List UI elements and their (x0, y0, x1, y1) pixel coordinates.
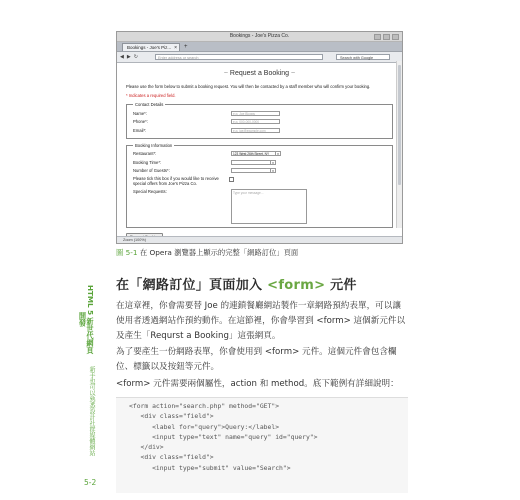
book-side-subtitle: 新手也可以熟悉設計社群媒體網站 (88, 366, 95, 456)
guests-row (133, 167, 386, 176)
window-controls (374, 34, 399, 40)
email-label: Email*: (133, 127, 147, 133)
restaurant-row (133, 150, 386, 159)
code-line: <div class="field"> (129, 453, 214, 462)
booking-legend: Booking Information (135, 142, 173, 148)
guests-select[interactable] (231, 168, 276, 173)
code-line: </div> (129, 443, 164, 452)
tab-label: Bookings - Joe's Piz... (127, 45, 172, 50)
status-bar: Zoom (100%) (117, 236, 402, 243)
paragraph-3: <form> 元件需要兩個屬性，action 和 method。底下範例有詳細說明： (116, 379, 399, 389)
figure-number: 圖 5-1 (116, 248, 138, 257)
search-input[interactable]: Search with Google (336, 54, 390, 60)
phone-label: Phone*: (133, 119, 148, 125)
paragraph-1: 在這章裡，你會需要替 Joe 的連鎖餐廳網站製作一章網路預約表單，可以讓使用者透過網站作預約動作。在這節裡，你會學習到 <form> 這個新元件以及產生「Requrst a Booking」這張網頁。 (116, 301, 406, 341)
page-number: 5-2 (84, 478, 97, 487)
window-titlebar (117, 32, 402, 42)
requests-textarea[interactable]: Type your message... (231, 189, 307, 224)
form-intro: Please use the form below to submit a booking request. You will then be contacted by a staff member who will confirm your booking. (126, 84, 371, 89)
name-row (133, 109, 386, 118)
new-tab-icon[interactable]: + (184, 44, 188, 50)
section-title (116, 274, 357, 293)
scrollbar-thumb[interactable] (398, 65, 401, 185)
chevron-down-icon: ▾ (275, 152, 280, 155)
restaurant-select[interactable] (231, 151, 281, 156)
phone-row (133, 118, 386, 127)
book-side-title: HTML 5 新世代網頁開發 (78, 284, 95, 354)
heading-decoration: ~ (223, 70, 228, 77)
maximize-icon[interactable] (383, 34, 390, 40)
code-line: <label for="query">Query:</label> (129, 422, 280, 431)
form-heading-text: Request a Booking (229, 70, 290, 77)
tab-close-icon[interactable]: × (174, 45, 177, 51)
offers-checkbox[interactable] (229, 177, 234, 182)
requests-row (133, 189, 386, 224)
figure-caption (116, 248, 298, 258)
required-note: * Indicates a required field. (126, 93, 176, 98)
minimize-icon[interactable] (374, 34, 381, 40)
name-field[interactable]: e.g. Joe Bloggs (231, 111, 280, 116)
contact-details-fieldset (126, 102, 393, 139)
section-title-part1: 在「網路訂位」頁面加入 (116, 278, 268, 293)
offers-label: Please tick this box if you would like to receive special offers from Joe's Pizza Co. (133, 176, 219, 187)
section-title-part2: 元件 (325, 278, 357, 293)
booking-info-fieldset (126, 143, 393, 228)
time-select[interactable] (231, 160, 276, 165)
code-line: <input type="submit" value="Search"> (129, 463, 291, 472)
page-content (117, 63, 402, 239)
navigation-bar (117, 52, 402, 63)
code-line: <div class="field"> (129, 412, 214, 421)
section-title-tag: <form> (267, 278, 326, 293)
chevron-down-icon: ▾ (270, 161, 275, 164)
phone-field[interactable]: e.g. 000-000-0000 (231, 119, 280, 124)
time-label: Booking Time*: (133, 159, 162, 165)
restaurant-label: Restaurant*: (133, 151, 157, 157)
requests-label: Special Requests: (133, 188, 167, 194)
code-line: <input type="text" name="query" id="query"> (129, 432, 318, 441)
address-input[interactable]: Enter address or search (155, 54, 323, 60)
figure-caption-text: 在 Opera 瀏覽器上顯示的完整「網路訂位」頁面 (139, 248, 299, 257)
restaurant-value: 123 West 26th Street, NY (233, 152, 270, 157)
form-heading (126, 63, 393, 77)
forward-icon[interactable]: ▶ (126, 54, 131, 60)
name-label: Name*: (133, 110, 147, 116)
heading-decoration: ~ (291, 70, 296, 77)
close-window-icon[interactable] (392, 34, 399, 40)
window-title: Bookings - Joe's Pizza Co. (229, 33, 290, 39)
email-row (133, 126, 386, 135)
back-icon[interactable]: ◀ (120, 54, 124, 60)
guests-label: Number of Guests*: (133, 168, 170, 174)
tab-bar (117, 42, 402, 52)
reload-icon[interactable]: ↻ (133, 54, 138, 60)
browser-screenshot (116, 31, 403, 244)
chevron-down-icon: ▾ (270, 169, 275, 172)
contact-legend: Contact Details (135, 102, 164, 107)
paragraph-2: 為了要產生一份網路表單，你會使用到 <form> 元件。這個元件會包含欄位、標籤以及按鈕等元件。 (116, 347, 397, 372)
offers-row (133, 176, 386, 187)
tab-bookings[interactable] (122, 43, 180, 51)
code-sample (116, 397, 408, 493)
code-line: <form action="search.php" method="GET"> (129, 402, 280, 410)
email-field[interactable]: e.g. joe@example.com (231, 128, 280, 133)
time-row (133, 158, 386, 167)
